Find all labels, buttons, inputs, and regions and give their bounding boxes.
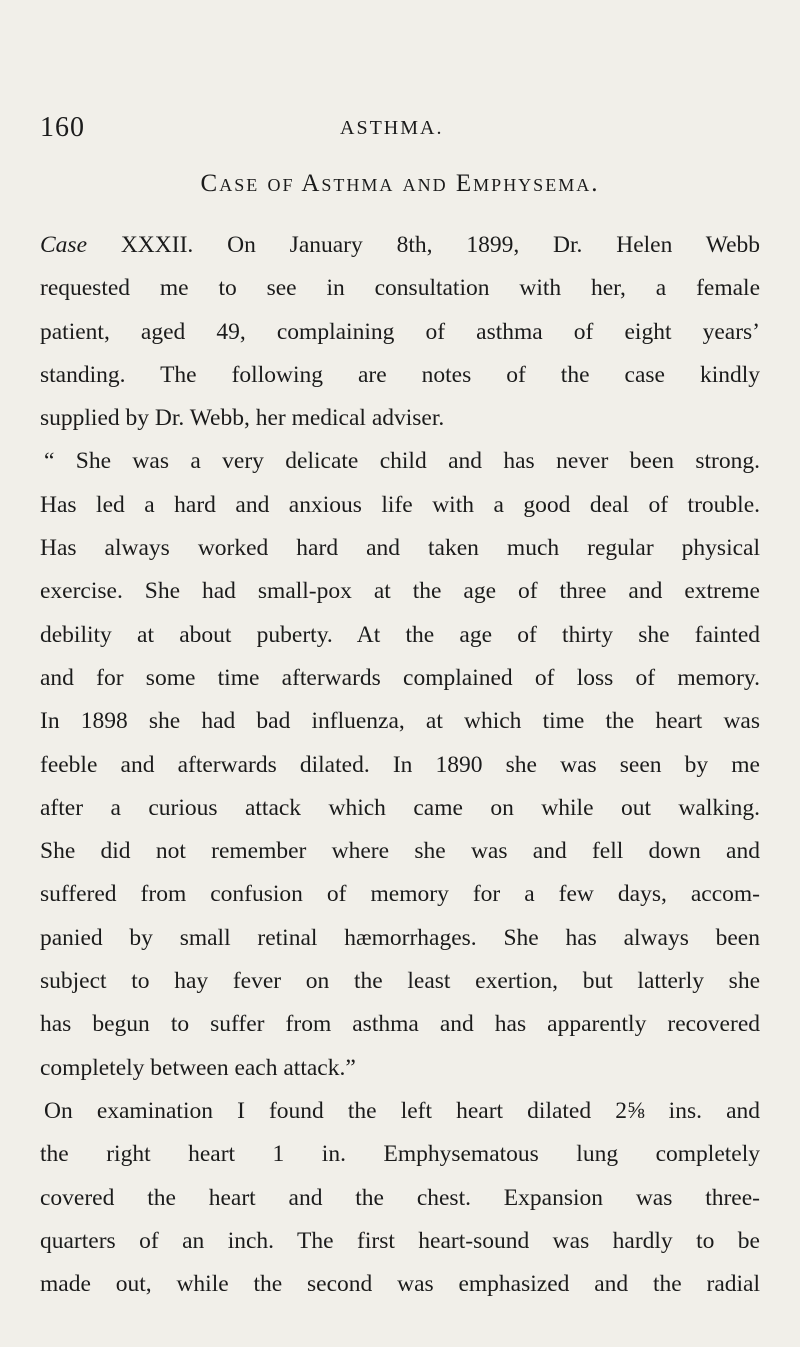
text-line: the right heart 1 in. Emphysematous lung completely [40,1141,760,1168]
section-title: Case of Asthma and Emphysema. [200,170,600,197]
text-line: supplied by Dr. Webb, her medical adviser. [40,405,445,432]
text-line: requested me to see in consultation with her, a female [40,275,760,302]
text-line: debility at about puberty. At the age of thirty she fainted [40,621,760,648]
text-line: subject to hay fever on the least exertion, but latterly she [40,968,760,995]
text-line: Has always worked hard and taken much regular physical [40,535,760,562]
text-line: feeble and afterwards dilated. In 1890 she was seen by me [40,751,760,778]
text-line: covered the heart and the chest. Expansion was three- [40,1184,760,1211]
text-line: Has led a hard and anxious life with a good deal of trouble. [40,491,760,518]
body-text [40,224,760,1306]
page-number: 160 [40,112,85,143]
running-head: ASTHMA. [340,117,444,139]
text-line: after a curious attack which came on while out walking. [40,794,760,821]
text-line: On examination I found the left heart dilated 2⅝ ins. and [44,1097,760,1124]
text-line: “ She was a very delicate child and has never been strong. [44,448,760,475]
text-line: has begun to suffer from asthma and has apparently recovered [40,1011,760,1038]
text-line: panied by small retinal hæmorrhages. She has always been [40,924,760,951]
text-line: and for some time afterwards complained of loss of memory. [40,664,760,691]
text-line: suffered from confusion of memory for a few days, accom- [40,881,760,908]
text-line: Case XXXII. On January 8th, 1899, Dr. Helen Webb [40,232,760,258]
text-line: quarters of an inch. The first heart-sound was hardly to be [40,1227,760,1254]
text-line: standing. The following are notes of the case kindly [40,361,760,388]
case-label: Case [40,232,87,258]
text-line: made out, while the second was emphasized and the radial [40,1271,760,1298]
text-line: She did not remember where she was and fell down and [40,838,760,865]
text-line: completely between each attack.” [40,1054,356,1081]
text-line: exercise. She had small-pox at the age of three and extreme [40,578,760,605]
text-line: In 1898 she had bad influenza, at which time the heart was [40,708,760,735]
text-line: patient, aged 49, complaining of asthma of eight years’ [40,318,760,345]
